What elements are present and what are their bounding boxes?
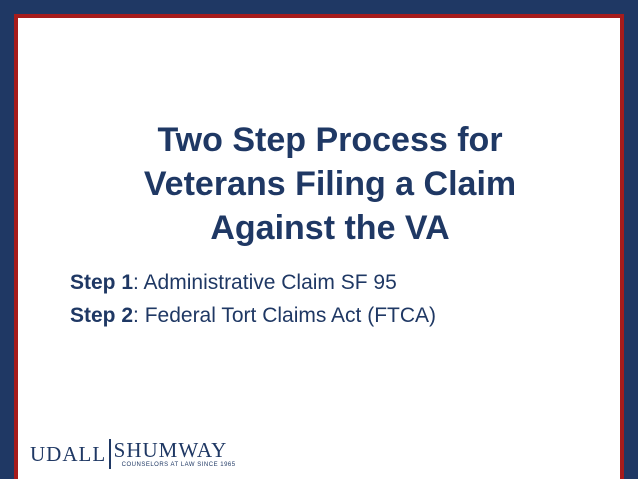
- steps-list: [70, 266, 610, 332]
- step-2-text: : Federal Tort Claims Act (FTCA): [133, 304, 437, 327]
- left-border-accent: [14, 14, 18, 479]
- logo-divider: [109, 439, 111, 469]
- title-line-2: Veterans Filing a Claim: [143, 165, 517, 203]
- slide-title: [60, 118, 600, 250]
- left-border: [0, 0, 14, 479]
- udall-shumway-logo: [30, 437, 236, 471]
- step-2: [70, 299, 610, 332]
- step-1-label: Step 1: [70, 271, 134, 294]
- logo-tagline: COUNSELORS AT LAW SINCE 1965: [121, 462, 236, 468]
- step-1: [70, 266, 610, 299]
- top-border-accent: [0, 14, 638, 18]
- logo-left-word: UDALL: [30, 442, 107, 466]
- logo-right-block: [114, 439, 236, 469]
- step-1-text: : Administrative Claim SF 95: [133, 271, 397, 294]
- title-line-1: Two Step Process for: [157, 121, 503, 159]
- logo-right-word: SHUMWAY: [113, 438, 228, 462]
- right-border-accent: [620, 14, 624, 479]
- title-line-3: Against the VA: [210, 209, 450, 247]
- step-2-label: Step 2: [70, 304, 134, 327]
- right-border: [624, 0, 638, 479]
- top-border: [0, 0, 638, 14]
